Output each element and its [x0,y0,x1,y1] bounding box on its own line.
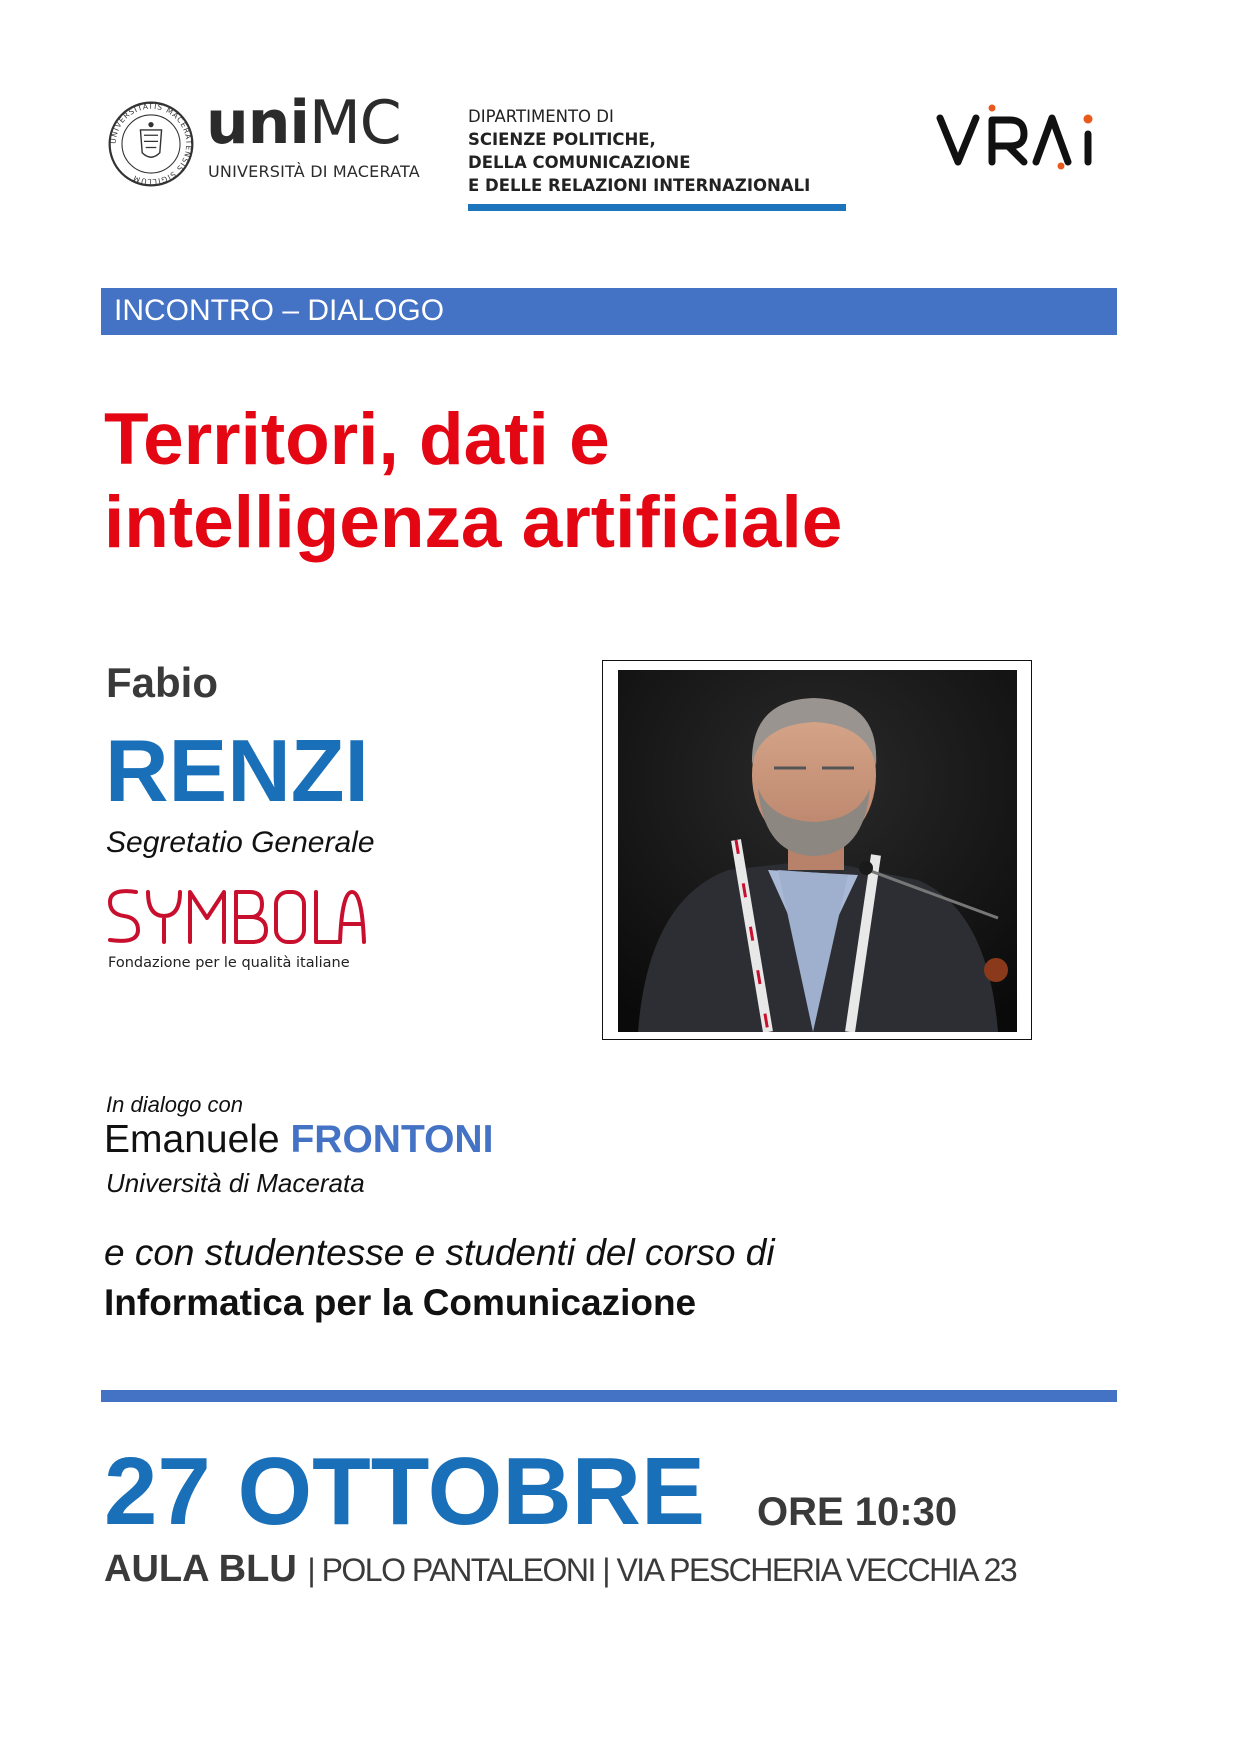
unimc-logo [206,88,401,158]
seal-text: UNIVERSITATIS MACERATENSIS SIGILLUM [108,101,194,187]
speaker-last-name: RENZI [105,721,369,820]
department-name [468,105,810,197]
speaker-photo [618,670,1017,1032]
venue-room: AULA BLU [104,1548,297,1590]
department-line-2: SCIENZE POLITICHE, [468,130,656,149]
event-time: ORE 10:30 [757,1490,958,1534]
department-line-4: E DELLE RELAZIONI INTERNAZIONALI [468,176,811,195]
moderator-last-name: FRONTONI [290,1118,494,1161]
speaker-first-name: Fabio [106,659,218,706]
department-line-3: DELLA COMUNICAZIONE [468,153,691,172]
course-name: Informatica per la Comunicazione [104,1282,697,1323]
event-venue [104,1548,1016,1591]
symbola-logo-text: SYMBOLA [106,882,111,883]
symbola-tagline: Fondazione per le qualità italiane [108,955,350,971]
moderator-first-name: Emanuele [104,1118,280,1161]
unimc-subtitle: UNIVERSITÀ DI MACERATA [208,162,420,181]
unimc-logo-light: MC [309,88,401,158]
moderator-name [104,1118,493,1162]
event-title-line-1: Territori, dati e [104,399,610,480]
event-type-label: INCONTRO – DIALOGO [114,294,445,327]
university-seal-logo [107,100,195,188]
event-title-line-2: intelligenza artificiale [104,482,843,563]
venue-address: | POLO PANTALEONI | VIA PESCHERIA VECCHIA 23 [307,1552,1017,1588]
symbola-logo [106,882,366,950]
moderator-affiliation: Università di Macerata [106,1168,365,1198]
event-date: 27 OTTOBRE [104,1438,706,1545]
speaker-role: Segretatio Generale [106,826,375,859]
dialogue-intro: In dialogo con [106,1092,243,1117]
department-line-1: DIPARTIMENTO DI [468,107,614,126]
section-divider [101,1390,1117,1402]
vrai-logo [936,104,1106,170]
unimc-logo-bold: uni [206,88,309,158]
students-line: e con studentesse e studenti del corso di [104,1232,775,1273]
department-underline [468,204,846,211]
event-title [104,398,842,564]
